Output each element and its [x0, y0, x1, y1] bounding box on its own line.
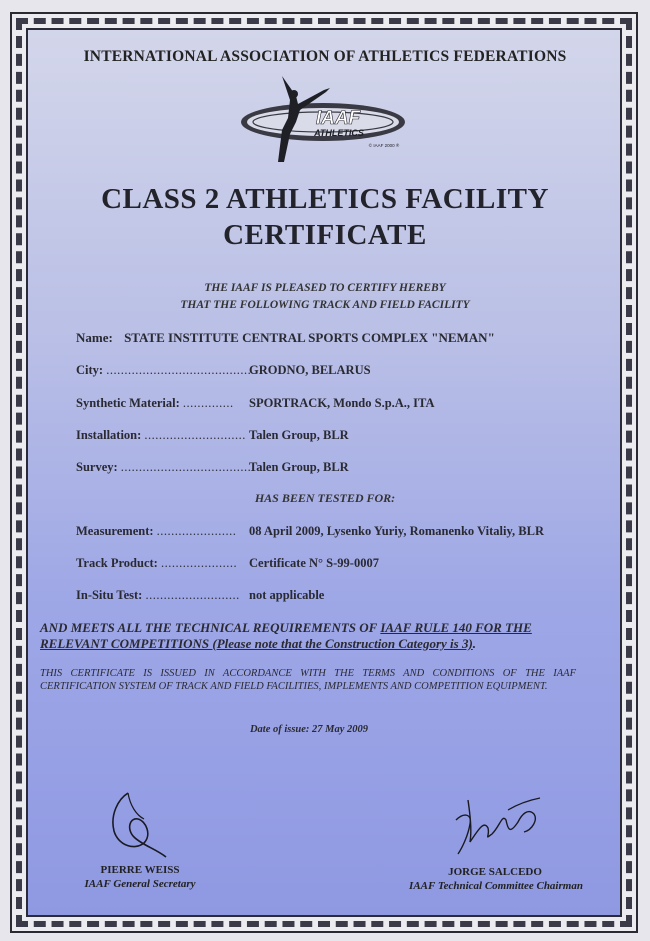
test-in-situ	[76, 588, 325, 603]
test-dots: ......................	[156, 524, 237, 538]
test-dots: .....................	[160, 556, 238, 570]
field-dots: ..............	[182, 396, 234, 410]
field-installation	[76, 428, 349, 443]
test-label: In-Situ Test:	[76, 588, 143, 602]
test-value: 08 April 2009, Lysenko Yuriy, Romanenko Vitaliy, BLR	[249, 524, 544, 538]
field-value: GRODNO, BELARUS	[249, 363, 371, 377]
organization-name: INTERNATIONAL ASSOCIATION OF ATHLETICS FEDERATIONS	[83, 48, 567, 65]
test-label: Measurement:	[76, 524, 154, 538]
certificate-title-line1: CLASS 2 ATHLETICS FACILITY	[101, 183, 549, 215]
requirements-end: .	[472, 636, 477, 651]
test-value: Certificate N° S-99-0007	[249, 556, 379, 570]
field-label: Synthetic Material:	[76, 396, 180, 410]
field-city	[76, 363, 371, 378]
test-dots: ..........................	[145, 588, 240, 602]
date-of-issue: Date of issue: 27 May 2009	[249, 724, 369, 735]
signature-pierre-weiss	[100, 785, 180, 860]
logo-copyright: © IAAF 2000 ®	[368, 143, 400, 148]
facility-name-label: Name:	[76, 330, 113, 345]
logo-brand: IAAF	[315, 108, 361, 129]
facility-name-value: STATE INSTITUTE CENTRAL SPORTS COMPLEX "NEMAN"	[124, 330, 495, 345]
issuance-terms: THIS CERTIFICATE IS ISSUED IN ACCORDANCE WITH THE TERMS AND CONDITIONS OF THE IAAF CERTIFICATION SYSTEM OF TRACK AND FIELD FACILITIES, IMPLEMENTS AND COMPETITION EQUIPMENT.	[40, 668, 576, 692]
field-synthetic-material	[76, 396, 435, 411]
field-survey	[76, 460, 349, 475]
field-value: Talen Group, BLR	[249, 460, 349, 474]
test-track-product	[76, 556, 379, 571]
field-label: City:	[76, 363, 104, 377]
facility-name-row	[76, 330, 495, 346]
signatory-role: IAAF General Secretary	[84, 878, 196, 890]
requirements-text: AND MEETS ALL THE TECHNICAL REQUIREMENTS OF	[40, 620, 381, 635]
signatory-name: PIERRE WEISS	[100, 864, 180, 876]
intro-line1: THE IAAF IS PLEASED TO CERTIFY HEREBY	[204, 282, 446, 294]
logo-sub: ATHLETICS	[314, 128, 364, 138]
intro-line2: THAT THE FOLLOWING TRACK AND FIELD FACILITY	[180, 299, 470, 311]
requirements-statement	[40, 620, 600, 652]
field-dots: ........................................	[106, 363, 252, 377]
field-dots: ............................	[144, 428, 246, 442]
field-label: Survey:	[76, 460, 118, 474]
field-dots: ....................................	[120, 460, 252, 474]
signature-jorge-salcedo	[448, 790, 548, 860]
rule-reference: IAAF RULE 140 FOR THE RELEVANT COMPETITIONS (Please note that the Construction Category is 3)	[40, 620, 532, 651]
signatory-name: JORGE SALCEDO	[448, 866, 542, 878]
field-value: SPORTRACK, Mondo S.p.A., ITA	[249, 396, 435, 410]
test-measurement	[76, 524, 544, 539]
certificate-title-line2: CERTIFICATE	[223, 219, 427, 251]
test-value: not applicable	[249, 588, 325, 602]
test-label: Track Product:	[76, 556, 158, 570]
tested-heading: HAS BEEN TESTED FOR:	[254, 491, 396, 505]
iaaf-logo	[238, 70, 408, 166]
field-label: Installation:	[76, 428, 142, 442]
signatory-role: IAAF Technical Committee Chairman	[409, 880, 583, 892]
field-value: Talen Group, BLR	[249, 428, 349, 442]
